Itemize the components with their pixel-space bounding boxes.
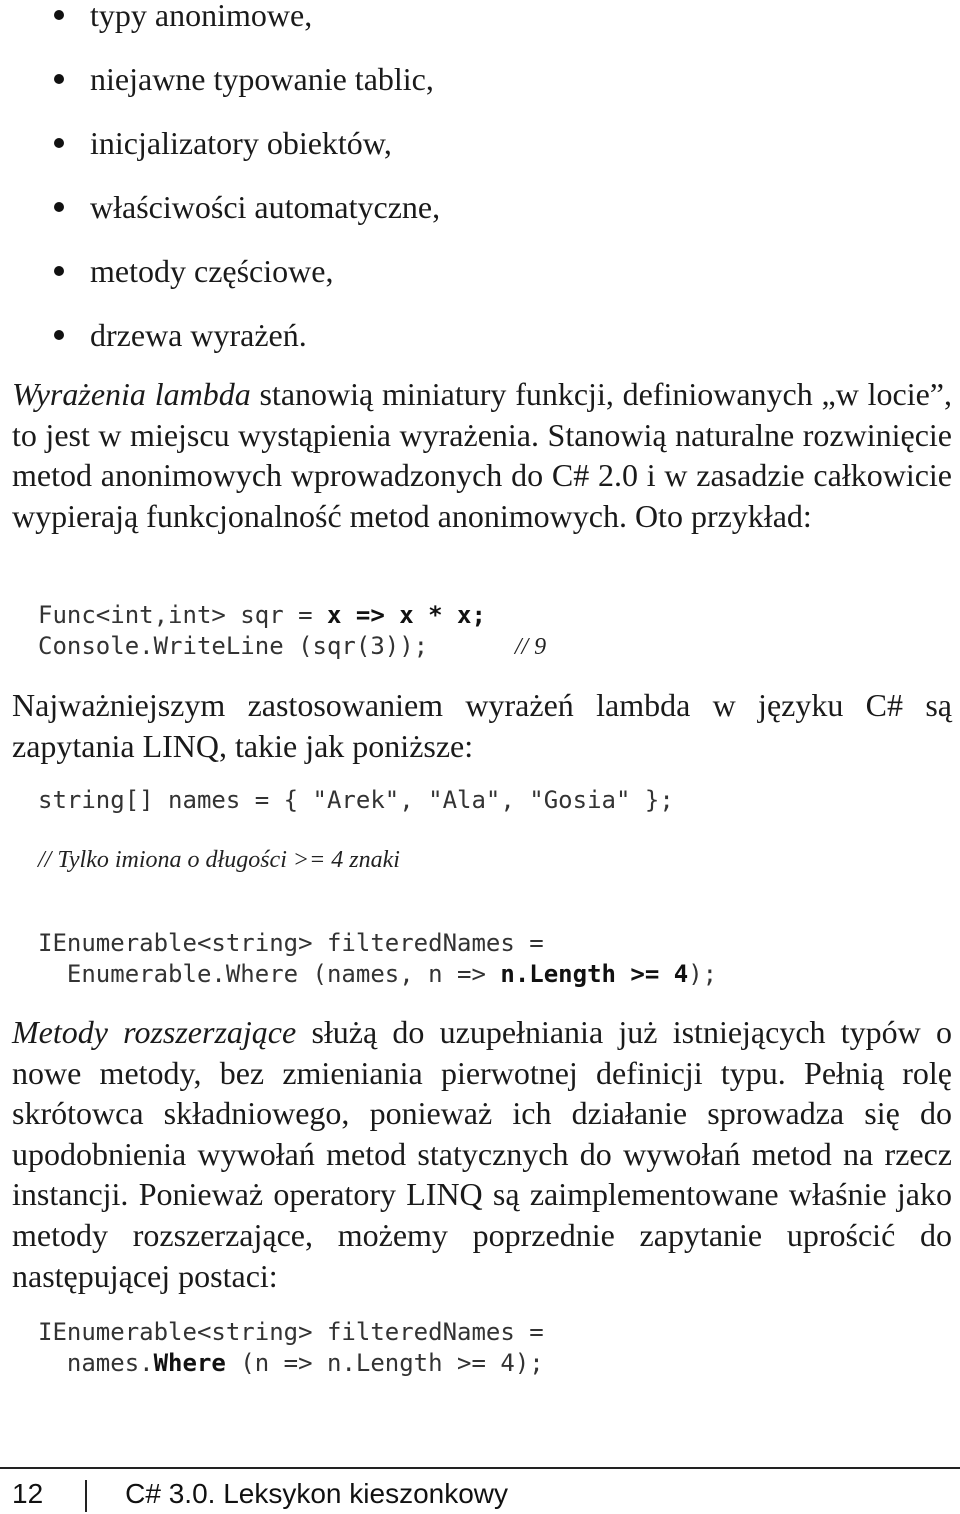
book-title: C# 3.0. Leksykon kieszonkowy <box>125 1478 509 1509</box>
code-comment: // 9 <box>514 634 547 660</box>
lambda-text: stanowią miniatury funkcji, definiowanych „w locie”, to jest w miejscu wystąpienia wyrażenia. Stanowią naturalne rozwinięcie metod anonimowych wprowadzonych do C# 2.0 i w zasadzie całkowicie wypierają funkcjonalność metod anonimowych. Oto przykład: <box>12 376 953 534</box>
code-bold: Where <box>153 1349 226 1377</box>
where-code-block <box>38 928 717 990</box>
code-line: Console.WriteLine (sqr(3)); <box>38 632 515 660</box>
feature-bullet-list <box>52 0 440 376</box>
code-line: ); <box>688 960 718 988</box>
bullet-item: drzewa wyrażeń. <box>52 312 440 376</box>
extension-text: służą do uzupełniania już istniejących typów o nowe metody, bez zmieniania pierwotnej definicji typu. Pełnią rolę skrótowca składniowego, ponieważ ich działanie sprowadza się do upodobnienia wywołań metod statycznych do wywołań metod na rzecz instancji. Ponieważ operatory LINQ są zaimplementowane właśnie jako metody rozszerzające, możemy poprzednie zapytanie uprościć do następującej postaci: <box>12 1014 953 1294</box>
code-line: names. <box>38 1349 154 1377</box>
footer-separator <box>85 1480 87 1512</box>
bullet-item: niejawne typowanie tablic, <box>52 56 440 120</box>
page-footer <box>12 1474 508 1514</box>
lambda-code-block <box>38 600 546 663</box>
names-code-line <box>38 785 674 816</box>
bullet-item: inicjalizatory obiektów, <box>52 120 440 184</box>
extension-paragraph <box>12 1012 952 1296</box>
lambda-term: Wyrażenia lambda <box>12 376 251 412</box>
extension-code-block <box>38 1317 544 1379</box>
lambda-paragraph <box>12 374 952 536</box>
linq-text: Najważniejszym zastosowaniem wyrażeń lambda w języku C# są zapytania LINQ, takie jak poniższe: <box>12 687 952 764</box>
code-line: IEnumerable<string> filteredNames = <box>38 929 544 957</box>
code-line: IEnumerable<string> filteredNames = <box>38 1318 544 1346</box>
page-number: 12 <box>12 1478 44 1509</box>
code-line: Func<int,int> sqr = <box>38 601 327 629</box>
footer-divider <box>0 1467 960 1469</box>
bullet-item: typy anonimowe, <box>52 0 440 56</box>
code-comment: // Tylko imiona o długości >= 4 znaki <box>38 847 400 873</box>
code-bold: x => x * x; <box>326 601 486 629</box>
code-bold: n.Length >= 4 <box>500 960 689 988</box>
code-line: Enumerable.Where (names, n => <box>38 960 501 988</box>
code-line: (n => n.Length >= 4); <box>225 1349 544 1377</box>
bullet-item: właściwości automatyczne, <box>52 184 440 248</box>
code-line: string[] names = { "Arek", "Ala", "Gosia" }; <box>38 786 674 814</box>
bullet-item: metody częściowe, <box>52 248 440 312</box>
extension-term: Metody rozszerzające <box>12 1014 297 1050</box>
linq-paragraph <box>12 685 952 766</box>
